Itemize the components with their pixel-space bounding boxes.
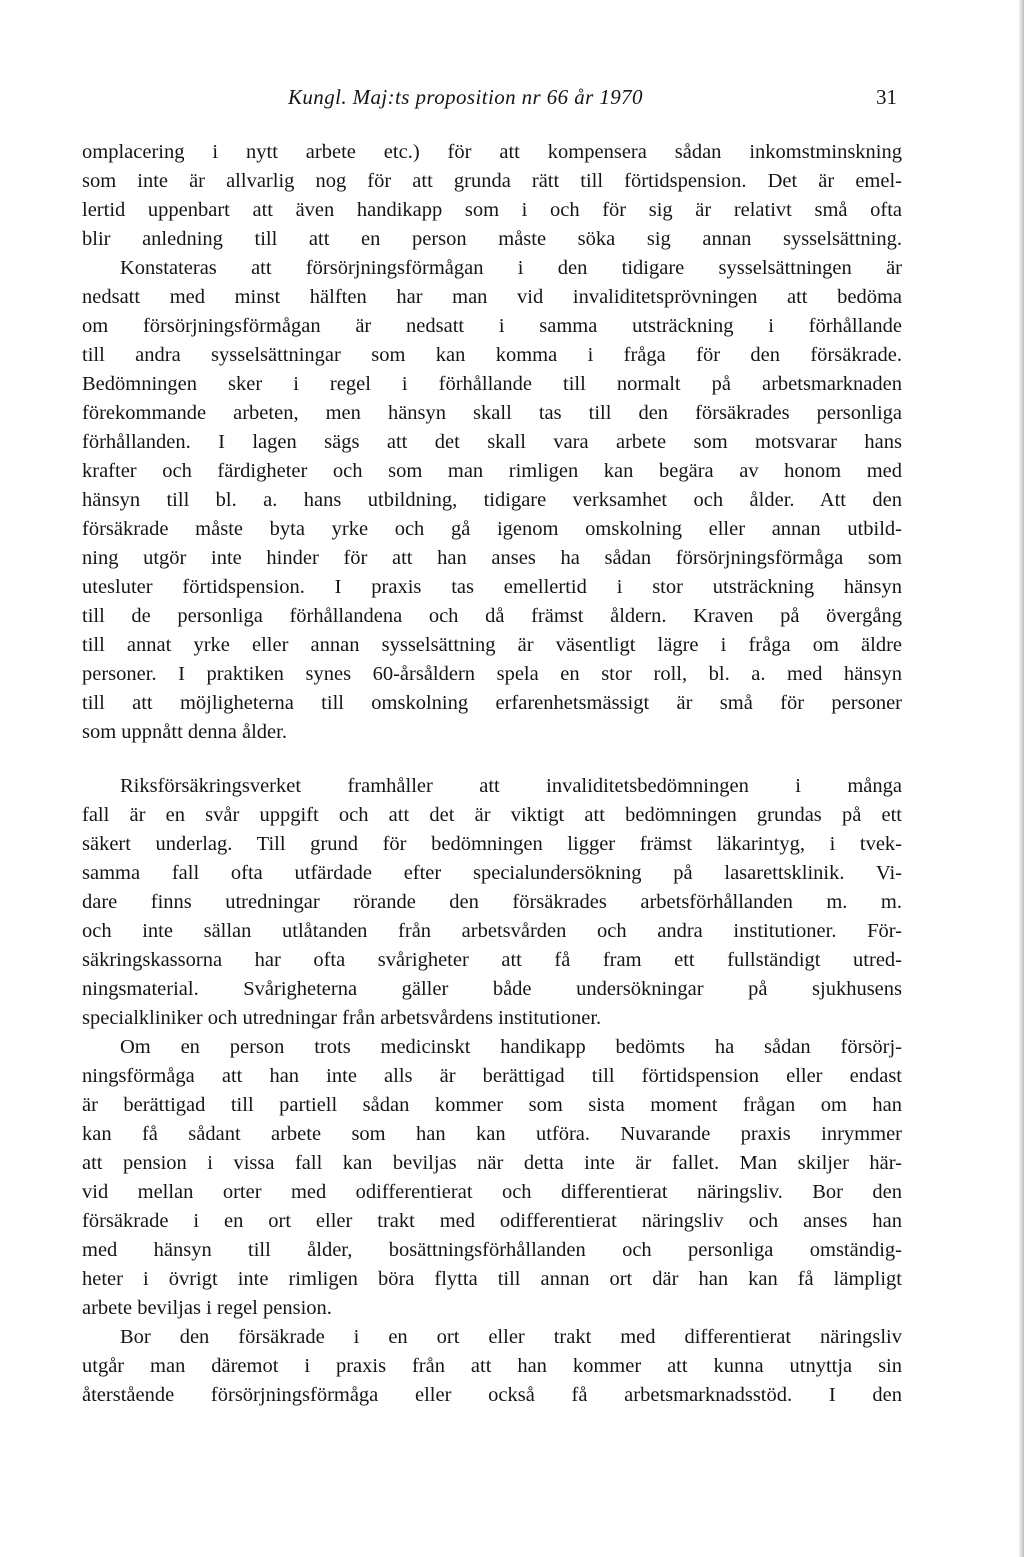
text-line: Bor den försäkrade i en ort eller trakt med differentierat näringsliv bbox=[120, 1326, 902, 1348]
text-line: personer. I praktiken synes 60-årsåldern spela en stor roll, bl. a. med hänsyn bbox=[82, 663, 902, 685]
text-line: Konstateras att försörjningsförmågan i den tidigare sysselsättningen är bbox=[120, 257, 902, 279]
text-line: arbete beviljas i regel pension. bbox=[82, 1297, 332, 1319]
text-line: ningsförmåga att han inte alls är berättigad till förtidspension eller endast bbox=[82, 1065, 902, 1087]
text-line: heter i övrigt inte rimligen böra flytta till annan ort där han kan få lämpligt bbox=[82, 1268, 902, 1290]
page-edge-shadow bbox=[1018, 0, 1024, 1557]
text-line: och inte sällan utlåtanden från arbetsvården och andra institutioner. För- bbox=[82, 920, 902, 942]
text-line: Riksförsäkringsverket framhåller att invaliditetsbedömningen i många bbox=[120, 775, 902, 797]
text-line: förekommande arbeten, men hänsyn skall tas till den försäkrades personliga bbox=[82, 402, 902, 424]
text-line: ning utgör inte hinder för att han anses ha sådan försörjningsförmåga som bbox=[82, 547, 902, 569]
running-title: Kungl. Maj:ts proposition nr 66 år 1970 bbox=[288, 85, 643, 109]
paragraph bbox=[82, 138, 902, 254]
text-line: krafter och färdigheter och som man rimligen kan begära av honom med bbox=[82, 460, 902, 482]
text-line: till andra sysselsättningar som kan komma i fråga för den försäkrade. bbox=[82, 344, 902, 366]
text-line: till att möjligheterna till omskolning erfarenhetsmässigt är små för personer bbox=[82, 692, 902, 714]
text-line: som inte är allvarlig nog för att grunda rätt till förtidspension. Det är emel- bbox=[82, 170, 902, 192]
text-line: dare finns utredningar rörande den försäkrades arbetsförhållanden m. m. bbox=[82, 891, 902, 913]
text-line: specialkliniker och utredningar från arbetsvårdens institutioner. bbox=[82, 1007, 602, 1029]
text-line: ningsmaterial. Svårigheterna gäller både undersökningar på sjukhusens bbox=[82, 978, 902, 1000]
page-number: 31 bbox=[876, 85, 897, 109]
page-header bbox=[0, 85, 1024, 121]
text-line: kan få sådant arbete som han kan utföra. Nuvarande praxis inrymmer bbox=[82, 1123, 902, 1145]
paragraph bbox=[82, 1323, 902, 1410]
text-line: om försörjningsförmågan är nedsatt i samma utsträckning i förhållande bbox=[82, 315, 902, 337]
paragraph-gap bbox=[82, 747, 902, 772]
text-line: fall är en svår uppgift och att det är viktigt att bedömningen grundas på ett bbox=[82, 804, 902, 826]
text-line: hänsyn till bl. a. hans utbildning, tidigare verksamhet och ålder. Att den bbox=[82, 489, 902, 511]
text-line: utgår man däremot i praxis från att han kommer att kunna utnyttja sin bbox=[82, 1355, 902, 1377]
text-line: försäkrade måste byta yrke och gå igenom omskolning eller annan utbild- bbox=[82, 518, 902, 540]
paragraph bbox=[82, 1033, 902, 1323]
text-line: att pension i vissa fall kan beviljas när detta inte är fallet. Man skiljer här- bbox=[82, 1152, 902, 1174]
text-line: är berättigad till partiell sådan kommer som sista moment frågan om han bbox=[82, 1094, 902, 1116]
text-line: omplacering i nytt arbete etc.) för att kompensera sådan inkomstminskning bbox=[82, 141, 902, 163]
text-line: blir anledning till att en person måste söka sig annan sysselsättning. bbox=[82, 228, 902, 250]
text-line: säkringskassorna har ofta svårigheter att få fram ett fullständigt utred- bbox=[82, 949, 902, 971]
text-line: till annat yrke eller annan sysselsättning är väsentligt lägre i fråga om äldre bbox=[82, 634, 902, 656]
text-line: återstående försörjningsförmåga eller också få arbetsmarknadsstöd. I den bbox=[82, 1384, 902, 1406]
paragraph bbox=[82, 772, 902, 1033]
text-line: Om en person trots medicinskt handikapp bedömts ha sådan försörj- bbox=[120, 1036, 902, 1058]
text-line: förhållanden. I lagen sägs att det skall vara arbete som motsvarar hans bbox=[82, 431, 902, 453]
text-line: till de personliga förhållandena och då främst åldern. Kraven på övergång bbox=[82, 605, 902, 627]
text-line: vid mellan orter med odifferentierat och differentierat näringsliv. Bor den bbox=[82, 1181, 902, 1203]
text-line: försäkrade i en ort eller trakt med odifferentierat näringsliv och anses han bbox=[82, 1210, 902, 1232]
text-line: med hänsyn till ålder, bosättningsförhållanden och personliga omständig- bbox=[82, 1239, 902, 1261]
body-text bbox=[82, 138, 902, 1410]
text-line: lertid uppenbart att även handikapp som i och för sig är relativt små ofta bbox=[82, 199, 902, 221]
text-line: nedsatt med minst hälften har man vid invaliditetsprövningen att bedöma bbox=[82, 286, 902, 308]
text-line: säkert underlag. Till grund för bedömningen ligger främst läkarintyg, i tvek- bbox=[82, 833, 902, 855]
text-line: Bedömningen sker i regel i förhållande till normalt på arbetsmarknaden bbox=[82, 373, 902, 395]
text-line: samma fall ofta utfärdade efter specialundersökning på lasarettsklinik. Vi- bbox=[82, 862, 902, 884]
paragraph bbox=[82, 254, 902, 747]
text-line: utesluter förtidspension. I praxis tas emellertid i stor utsträckning hänsyn bbox=[82, 576, 902, 598]
text-line: som uppnått denna ålder. bbox=[82, 721, 287, 743]
